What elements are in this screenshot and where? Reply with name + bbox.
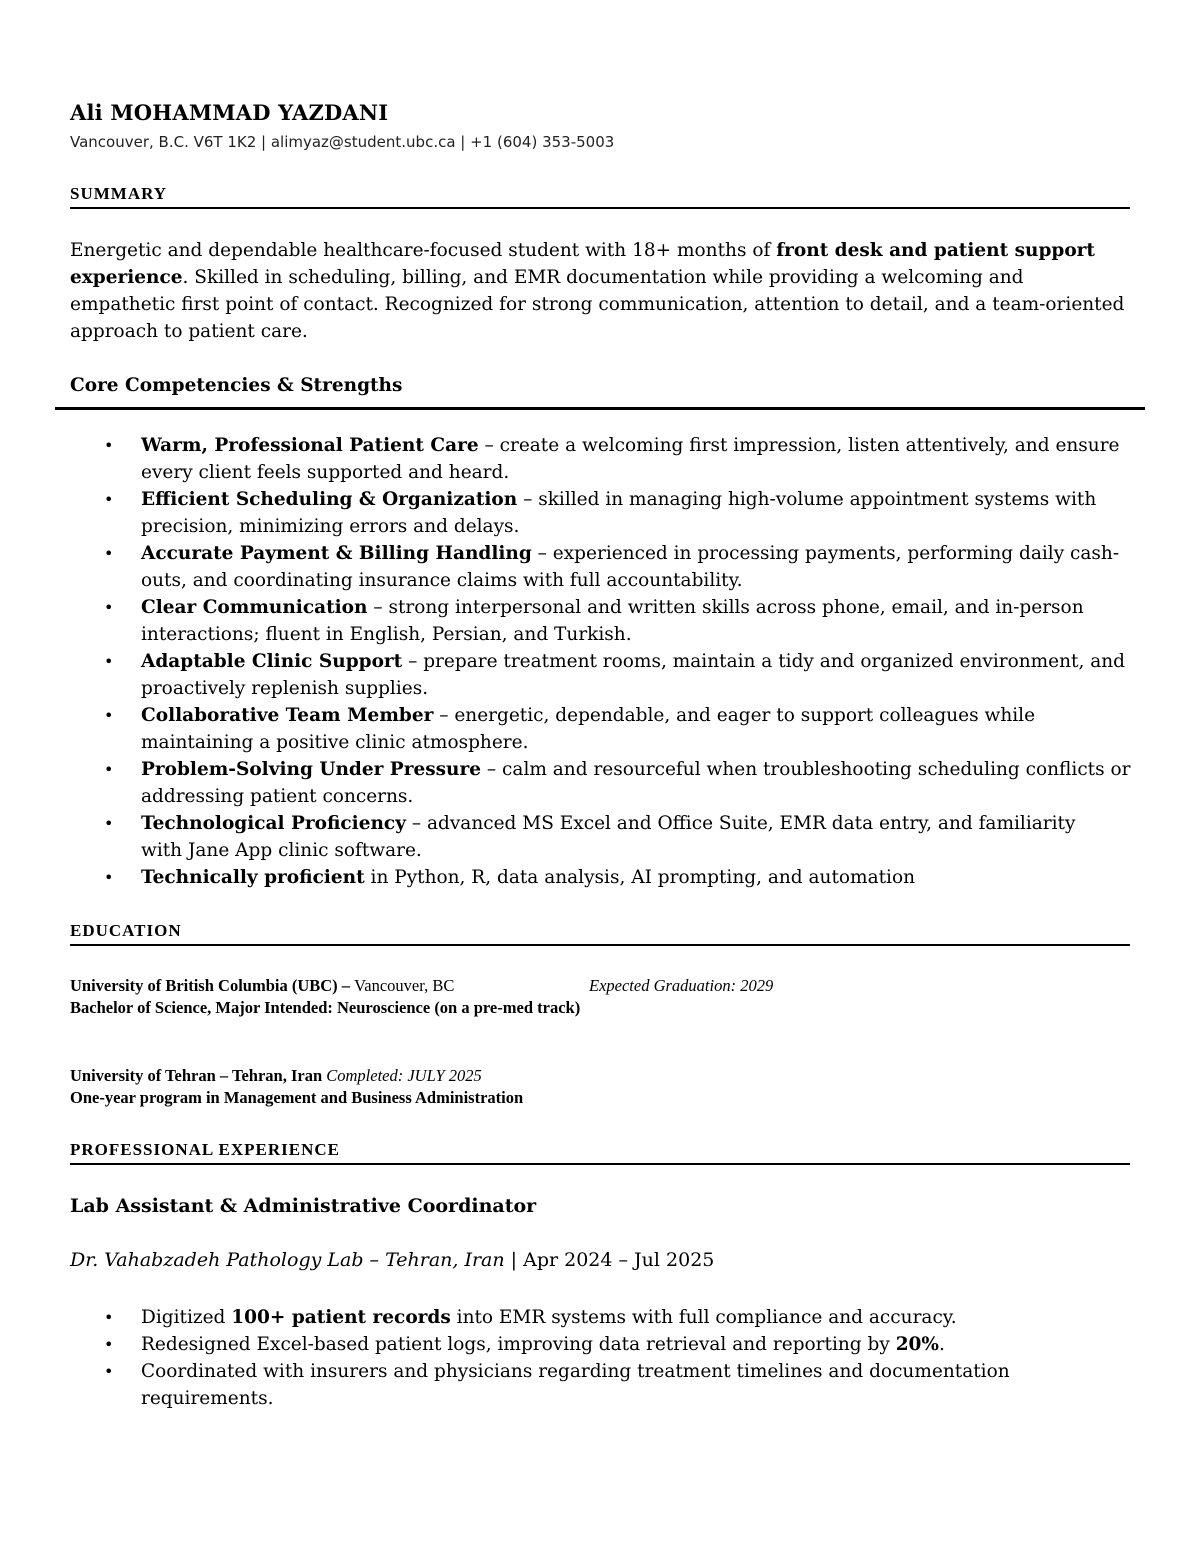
competencies-rule — [55, 407, 1145, 410]
job-title: Lab Assistant & Administrative Coordinator — [70, 1195, 537, 1217]
item-text: skilled in managing high-volume appointment systems with — [538, 489, 1097, 510]
item-title: Efficient Scheduling & Organization — [141, 489, 518, 510]
item-sep: – — [517, 489, 539, 510]
item-text-cont: addressing patient concerns. — [141, 786, 414, 807]
item-text: experienced in processing payments, performing daily cash- — [552, 543, 1120, 564]
item-title: Technological Proficiency — [141, 813, 406, 834]
item-text: Coordinated with insurers and physicians regarding treatment timelines and documentation — [141, 1361, 1010, 1382]
ubc-degree — [70, 998, 580, 1018]
summary-text-start: Energetic and dependable healthcare-focused student with 18+ months of — [70, 240, 777, 261]
list-item — [70, 432, 1140, 486]
ubc-graduation: Expected Graduation: 2029 — [589, 976, 774, 995]
item-text: strong interpersonal and written skills across phone, email, and in-person — [388, 597, 1084, 618]
bullet-icon: • — [104, 706, 114, 725]
item-title: Collaborative Team Member — [141, 705, 434, 726]
ubc-degree-text: Bachelor of Science, Major Intended: Neuroscience (on a pre-med track) — [70, 998, 581, 1017]
list-item — [70, 486, 1140, 540]
contact-line: Vancouver, B.C. V6T 1K2 | alimyaz@student.ubc.ca | +1 (604) 353-5003 — [70, 133, 615, 151]
tehran-program — [70, 1088, 523, 1108]
bullet-icon: • — [104, 760, 114, 779]
bullet-icon: • — [104, 1362, 114, 1381]
education-rule — [70, 944, 1130, 946]
ubc-line — [70, 976, 454, 996]
item-text: create a welcoming first impression, listen attentively, and ensure — [499, 435, 1120, 456]
list-item — [70, 540, 1140, 594]
item-sep: – — [531, 543, 553, 564]
ubc-school: University of British Columbia (UBC) – — [70, 976, 355, 995]
item-text-cont: with Jane App clinic software. — [141, 840, 422, 861]
item-bold: 20% — [895, 1334, 940, 1355]
bullet-icon: • — [104, 598, 114, 617]
item-text: . — [939, 1334, 945, 1355]
bullet-icon: • — [104, 436, 114, 455]
competencies-list — [70, 432, 1140, 891]
tehran-line — [70, 1066, 482, 1086]
item-title: Problem-Solving Under Pressure — [141, 759, 482, 780]
job-dates: | Apr 2024 – Jul 2025 — [504, 1249, 715, 1271]
item-text: prepare treatment rooms, maintain a tidy and organized environment, and — [423, 651, 1126, 672]
item-text: calm and resourceful when troubleshooting scheduling conflicts or — [502, 759, 1131, 780]
experience-heading: PROFESSIONAL EXPERIENCE — [70, 1140, 341, 1159]
list-item — [70, 648, 1140, 702]
experience-list — [70, 1304, 1140, 1412]
item-title: Adaptable Clinic Support — [141, 651, 403, 672]
item-text-cont: interactions; fluent in English, Persian, and Turkish. — [141, 624, 632, 645]
bullet-icon: • — [104, 1335, 114, 1354]
item-text-cont: every client feels supported and heard. — [141, 462, 510, 483]
summary-rule — [70, 207, 1130, 209]
item-title: Clear Communication — [141, 597, 368, 618]
item-sep: – — [405, 813, 427, 834]
item-text-cont: outs, and coordinating insurance claims with full accountability. — [141, 570, 743, 591]
education-heading: EDUCATION — [70, 921, 182, 940]
item-text: into EMR systems with full compliance and accuracy. — [450, 1307, 957, 1328]
item-sep: – — [367, 597, 389, 618]
bullet-icon: • — [104, 652, 114, 671]
competencies-heading: Core Competencies & Strengths — [70, 375, 403, 396]
tehran-completed: Completed: JULY 2025 — [326, 1066, 482, 1085]
list-item — [70, 702, 1140, 756]
item-text-cont: requirements. — [141, 1388, 274, 1409]
item-sep: – — [481, 759, 503, 780]
bullet-icon: • — [104, 814, 114, 833]
item-bold: 100+ patient records — [231, 1307, 451, 1328]
list-item — [70, 1358, 1140, 1412]
item-sep: – — [433, 705, 455, 726]
item-text: Redesigned Excel-based patient logs, improving data retrieval and reporting by — [141, 1334, 896, 1355]
item-title: Warm, Professional Patient Care — [141, 435, 479, 456]
job-employer: Dr. Vahabzadeh Pathology Lab – Tehran, Iran — [70, 1249, 505, 1271]
item-text: advanced MS Excel and Office Suite, EMR data entry, and familiarity — [426, 813, 1076, 834]
job-meta — [70, 1249, 714, 1271]
bullet-icon: • — [104, 868, 114, 887]
item-text: energetic, dependable, and eager to support colleagues while — [454, 705, 1036, 726]
item-text-cont: proactively replenish supplies. — [141, 678, 429, 699]
summary-text-end: . Skilled in scheduling, billing, and EMR documentation while providing a welcoming and empathetic first point of contact. Recognized for strong communication, attention to detail, and a team-oriented approach to patient care. — [70, 267, 1125, 342]
list-item — [70, 594, 1140, 648]
item-text: Digitized — [141, 1307, 232, 1328]
item-title: Accurate Payment & Billing Handling — [141, 543, 532, 564]
ubc-location: Vancouver, BC — [354, 976, 455, 995]
summary-paragraph — [70, 237, 1132, 345]
item-sep: – — [478, 435, 500, 456]
tehran-program-text: One-year program in Management and Business Administration — [70, 1088, 524, 1107]
item-text: in Python, R, data analysis, AI prompting, and automation — [370, 867, 916, 888]
summary-heading: SUMMARY — [70, 184, 168, 203]
list-item — [70, 864, 1140, 891]
summary-text-bold: front desk and patient support experience — [70, 240, 1095, 288]
list-item — [70, 1331, 1140, 1358]
bullet-icon: • — [104, 490, 114, 509]
bullet-icon: • — [104, 544, 114, 563]
item-text-cont: maintaining a positive clinic atmosphere. — [141, 732, 529, 753]
tehran-school: University of Tehran – Tehran, Iran — [70, 1066, 327, 1085]
bullet-icon: • — [104, 1308, 114, 1327]
ubc-date — [589, 976, 773, 996]
experience-rule — [70, 1163, 1130, 1165]
item-title: Technically proficient — [141, 867, 365, 888]
candidate-name: Ali MOHAMMAD YAZDANI — [70, 100, 389, 125]
list-item — [70, 1304, 1140, 1331]
list-item — [70, 756, 1140, 810]
item-text-cont: precision, minimizing errors and delays. — [141, 516, 520, 537]
list-item — [70, 810, 1140, 864]
item-sep: – — [402, 651, 424, 672]
